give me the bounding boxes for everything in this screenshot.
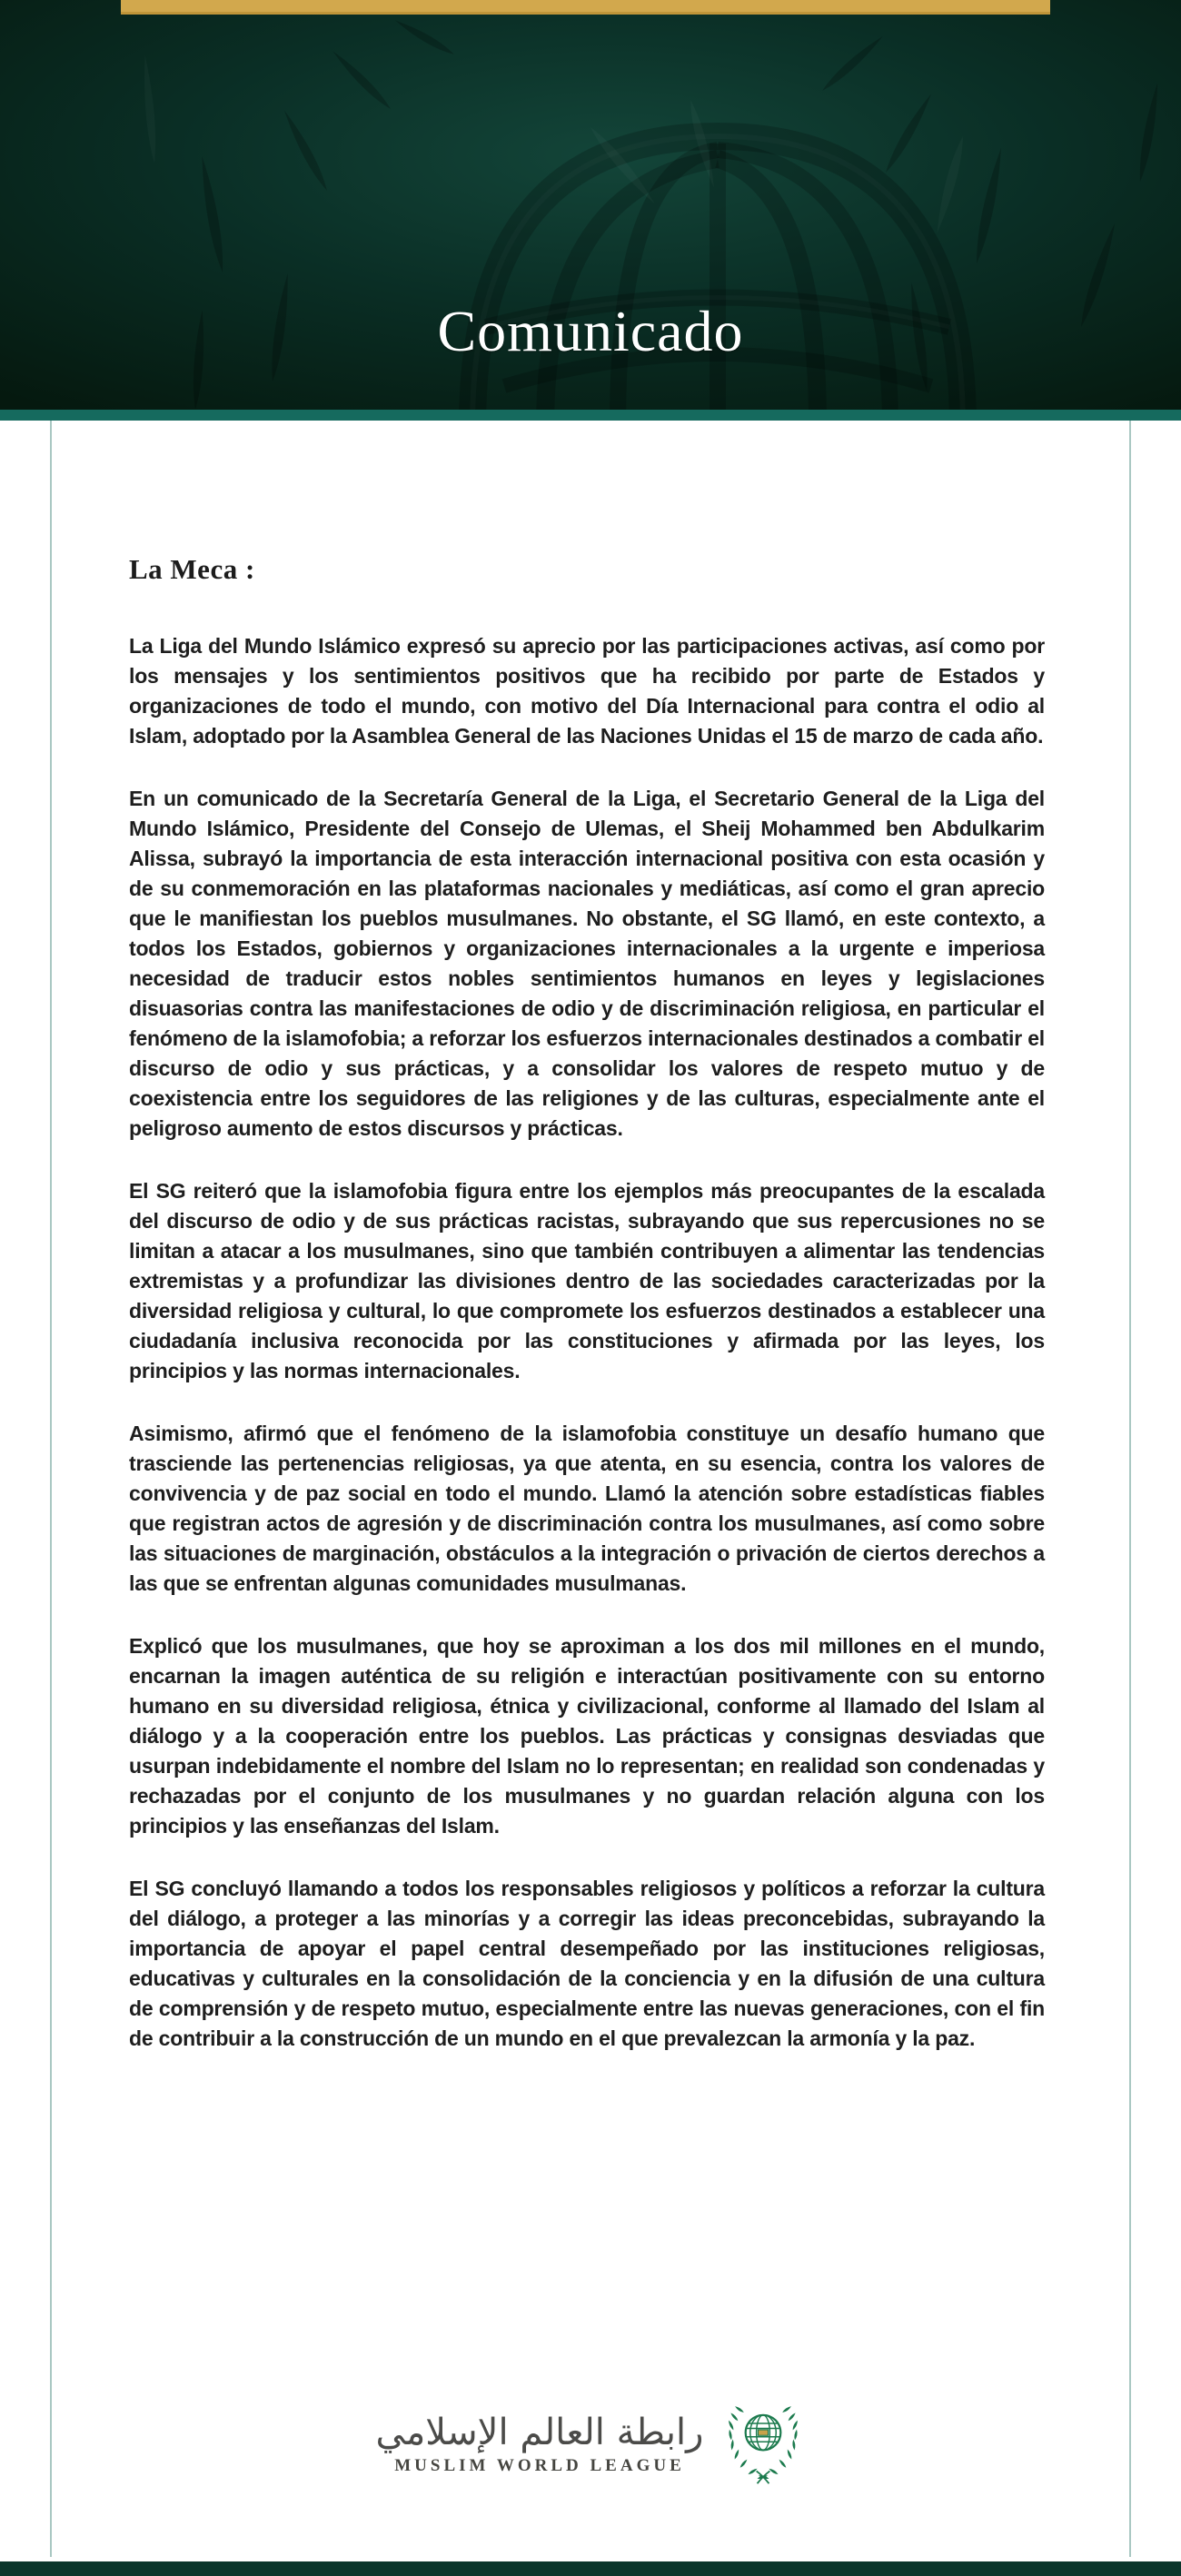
- location-heading: La Meca :: [129, 553, 255, 585]
- document-page: [0, 421, 1181, 2576]
- paragraph-1: La Liga del Mundo Islámico expresó su aprecio por las participaciones activas, así como por los mensajes y los sentimientos positivos que ha recibido por parte de Estados y organizaciones de todo el mundo, con motivo del Día Internacional para contra el odio al Islam, adoptado por la Asamblea General de las Naciones Unidas el 15 de marzo de cada año.: [129, 634, 1045, 748]
- footer-green-bar: [0, 2561, 1181, 2576]
- gold-accent-bar: [121, 0, 1050, 15]
- logo-org-name: MUSLIM WORLD LEAGUE: [394, 2456, 685, 2475]
- page-left-border-line: [50, 421, 52, 2557]
- globe-laurel-wreath-icon: [721, 2403, 805, 2486]
- paragraph-5: Explicó que los musulmanes, que hoy se aproximan a los dos mil millones en el mundo, encarnan la imagen auténtica de su religión e interactúan positivamente con su entorno humano en su diversidad religiosa, étnica y civilizacional, conforme al llamado del Islam al diálogo y a la cooperación entre los pueblos. Las prácticas y consignas desviadas que usurpan indebidamente el nombre del Islam no lo representan; en realidad son condenadas y rechazadas por el conjunto de los musulmanes y no guardan relación alguna con los principios y las enseñanzas del Islam.: [129, 1634, 1045, 1838]
- logo-text-block: [376, 2413, 704, 2476]
- page-title: Comunicado: [437, 299, 744, 363]
- paragraph-4: Asimismo, afirmó que el fenómeno de la islamofobia constituye un desafío humano que trasciende las pertenencias religiosas, ya que atenta, en su esencia, contra los valores de convivencia y de paz social en todo el mundo. Llamó la atención sobre estadísticas fiables que registran actos de agresión y de discriminación contra los musulmanes, así como sobre las situaciones de marginación, obstáculos a la integración o privación de ciertos derechos a las que se enfrentan algunas comunidades musulmanas.: [129, 1422, 1045, 1595]
- page-right-border-line: [1129, 421, 1131, 2557]
- document-content: [129, 421, 1045, 2086]
- paragraph-3: El SG reiteró que la islamofobia figura entre los ejemplos más preocupantes de la escalada del discurso de odio y de sus prácticas racistas, subrayando que sus repercusiones no se limitan a atacar a los musulmanes, sino que también contribuyen a alimentar las tendencias extremistas y a profundizar las divisiones dentro de las sociedades caracterizadas por la diversidad religiosa y cultural, lo que compromete los esfuerzos destinados a establecer una ciudadanía inclusiva reconocida por las constituciones y afirmada por las leyes, los principios y las normas internacionales.: [129, 1179, 1045, 1382]
- teal-divider-strip: [0, 410, 1181, 421]
- logo-arabic-calligraphy: رابطة العالم الإسلامي: [375, 2412, 704, 2453]
- header-banner: [0, 0, 1181, 410]
- paragraph-2: En un comunicado de la Secretaría General de la Liga, el Secretario General de la Liga del Mundo Islámico, Presidente del Consejo de Ulemas, el Sheij Mohammed ben Abdulkarim Alissa, subrayó la importancia de esta interacción internacional positiva con esta ocasión y de su conmemoración en las plataformas nacionales y mediáticas, así como el gran aprecio que le manifiestan los pueblos musulmanes. No obstante, el SG llamó, en este contexto, a todos los Estados, gobiernos y organizaciones internacionales a la urgente e imperiosa necesidad de traducir estos nobles sentimientos humanos en leyes y legislaciones disuasorias contra las manifestaciones de odio y de discriminación religiosa, en particular el fenómeno de la islamofobia; a reforzar los esfuerzos internacionales destinados a combatir el discurso de odio y sus prácticas, y a consolidar los valores de respeto mutuo y de coexistencia entre los seguidores de las religiones y de las culturas, especialmente ante el peligroso aumento de estos discursos y prácticas.: [129, 787, 1045, 1140]
- paragraph-6: El SG concluyó llamando a todos los responsables religiosos y políticos a reforzar la cultura del diálogo, a proteger a las minorías y a corregir las ideas preconcebidas, subrayando la importancia de apoyar el papel central desempeñado por las instituciones religiosas, educativas y culturales en la consolidación de la conciencia y en la difusión de una cultura de comprensión y de respeto mutuo, especialmente entre las nuevas generaciones, con el fin de contribuir a la construcción de un mundo en el que prevalezcan la armonía y la paz.: [129, 1877, 1045, 2050]
- muslim-world-league-logo: [0, 2403, 1181, 2486]
